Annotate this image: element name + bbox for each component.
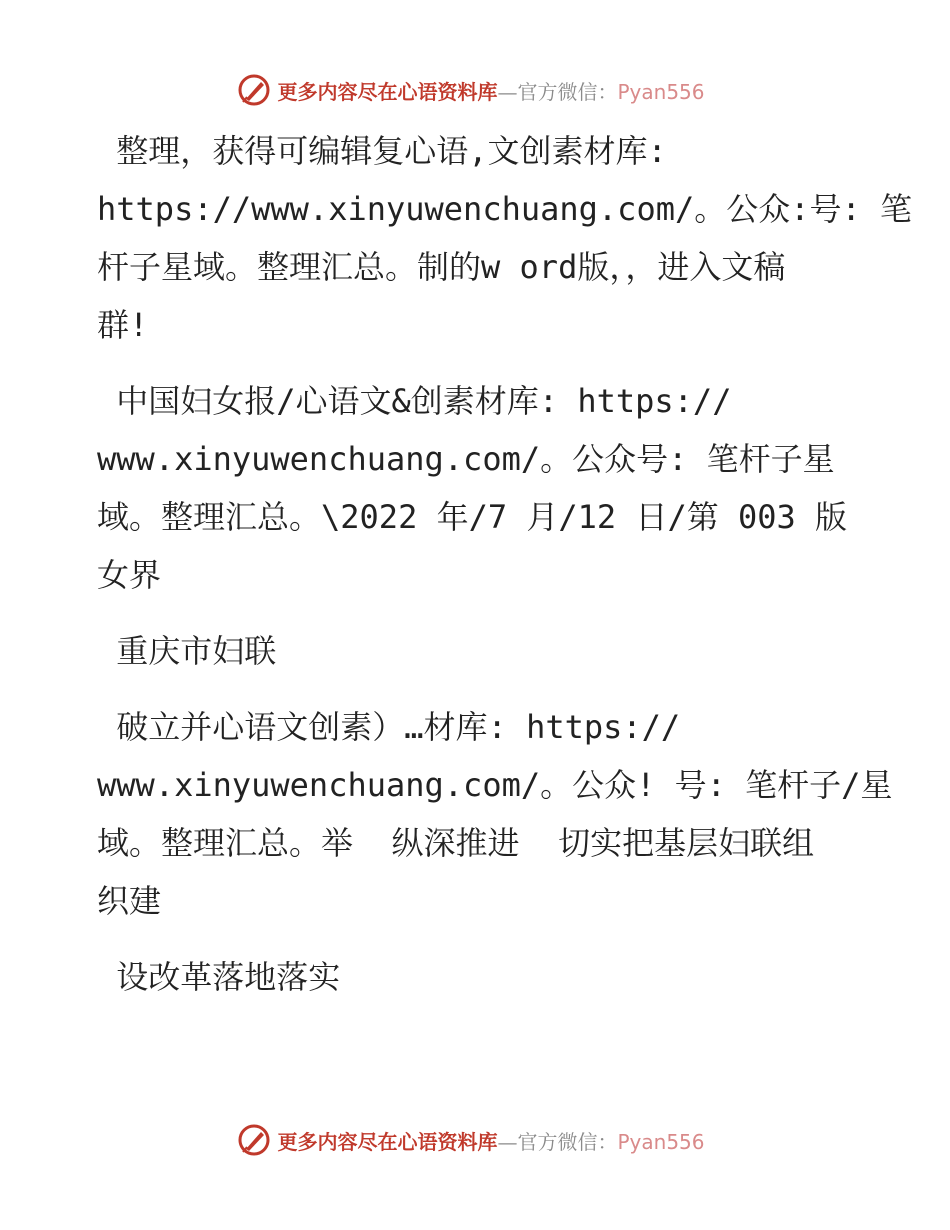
paragraph <box>97 698 893 930</box>
text-line: 整理，获得可编辑复心语,文创素材库: <box>97 132 667 170</box>
text-line: https://www.xinyuwenchuang.com/。公众:号: 笔 <box>97 190 913 228</box>
banner-official-label: 官方微信： <box>517 79 618 104</box>
paragraph <box>97 372 857 604</box>
text-line: 杆子星域。整理汇总。制的w ord版，，进入文稿 <box>97 248 786 286</box>
header-banner <box>0 70 950 110</box>
quill-pen-logo-icon <box>237 1123 271 1157</box>
banner-dash: — <box>497 79 518 104</box>
text-line: 域。整理汇总。\2022 年/7 月/12 日/第 003 版 <box>97 498 848 536</box>
paragraph <box>97 622 857 680</box>
document-body <box>97 122 913 1006</box>
text-line: 设改革落地落实 <box>97 958 341 996</box>
text-line: 群! <box>97 306 149 344</box>
text-line: 织建 <box>97 882 162 920</box>
banner-wechat-id: Pyan556 <box>617 1129 705 1154</box>
text-line: 域。整理汇总。举 纵深推进 切实把基层妇联组 <box>97 824 815 862</box>
footer-banner <box>0 1120 950 1160</box>
text-line: 重庆市妇联 <box>97 632 277 670</box>
quill-pen-logo-icon <box>237 73 271 107</box>
text-line: 破立并心语文创素）…材库: https:// <box>97 708 681 746</box>
banner-text <box>277 76 704 105</box>
paragraph <box>97 948 857 1006</box>
text-line: 中国妇女报/心语文&创素材库: https:// <box>97 382 732 420</box>
banner-main-text: 更多内容尽在心语资料库 <box>277 1129 498 1154</box>
banner-main-text: 更多内容尽在心语资料库 <box>277 79 498 104</box>
banner-wechat-id: Pyan556 <box>617 79 705 104</box>
text-line: www.xinyuwenchuang.com/。公众! 号: 笔杆子/星 <box>97 766 893 804</box>
banner-text <box>277 1126 704 1155</box>
banner-dash: — <box>497 1129 518 1154</box>
text-line: 女界 <box>97 556 162 594</box>
banner-official-label: 官方微信： <box>517 1129 618 1154</box>
paragraph <box>97 122 913 354</box>
text-line: www.xinyuwenchuang.com/。公众号: 笔杆子星 <box>97 440 835 478</box>
